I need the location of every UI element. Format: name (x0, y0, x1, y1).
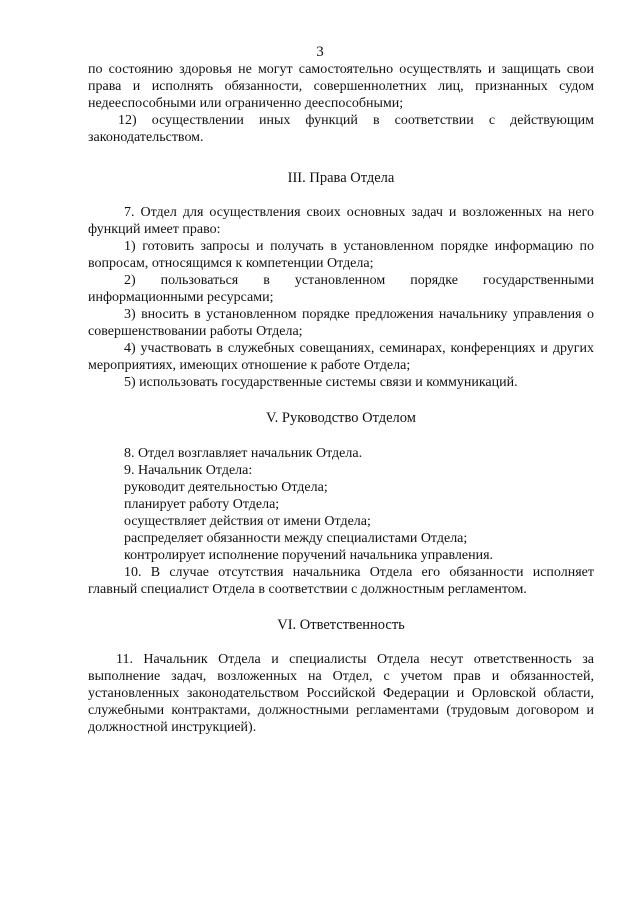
paragraph-11: 11. Начальник Отдела и специалисты Отдела несут ответственность за выполнение задач, возложенных на Отдел, с учетом прав и обязанностей, установленных законодательством Российской Федерации и Орловской области, служебными контрактами, должностными регламентами (трудовым договором и должностной инструкцией). (88, 652, 594, 735)
paragraph-9: 9. Начальник Отдела: (124, 463, 253, 479)
right-item-3: 3) вносить в установленном порядке предложения начальнику управления о совершенствовании работы Отдела; (88, 306, 594, 339)
right-item-4: 4) участвовать в служебных совещаниях, семинарах, конференциях и других мероприятиях, имеющих отношение к работе Отдела; (88, 340, 594, 373)
continuation-paragraph: по состоянию здоровья не могут самостоятельно осуществлять и защищать свои права и исполнять обязанности, совершеннолетних лиц, признанных судом недееспособными или ограниченно дееспособными; (88, 62, 594, 111)
right-item-2: 2) пользоваться в установленном порядке государственными информационными ресурсами; (88, 273, 594, 305)
section-3-heading: III. Права Отдела (287, 169, 395, 186)
duty-2: планирует работу Отдела; (124, 497, 280, 513)
item-12: 12) осуществлении иных функций в соответствии с действующим законодательством. (88, 112, 594, 145)
right-item-5: 5) использовать государственные системы связи и коммуникаций. (124, 374, 518, 390)
paragraph-8: 8. Отдел возглавляет начальник Отдела. (124, 446, 363, 462)
duty-4: распределяет обязанности между специалистами Отдела; (124, 530, 468, 546)
section-3-intro: 7. Отдел для осуществления своих основных задач и возложенных на него функций имеет право: (88, 205, 594, 238)
duty-5: контролирует исполнение поручений начальника управления. (124, 547, 494, 563)
right-item-1: 1) готовить запросы и получать в установленном порядке информацию по вопросам, относящимся к компетенции Отдела; (88, 239, 594, 272)
duty-3: осуществляет действия от имени Отдела; (124, 513, 371, 529)
section-6-heading: VI. Ответственность (277, 617, 405, 634)
page-number: 3 (316, 44, 324, 60)
document-body (88, 62, 594, 737)
paragraph-10: 10. В случае отсутствия начальника Отдела его обязанности исполняет главный специалист Отдела в соответствии с должностным регламентом. (88, 564, 594, 597)
duty-1: руководит деятельностью Отдела; (124, 480, 328, 496)
section-5-heading: V. Руководство Отделом (266, 410, 416, 427)
